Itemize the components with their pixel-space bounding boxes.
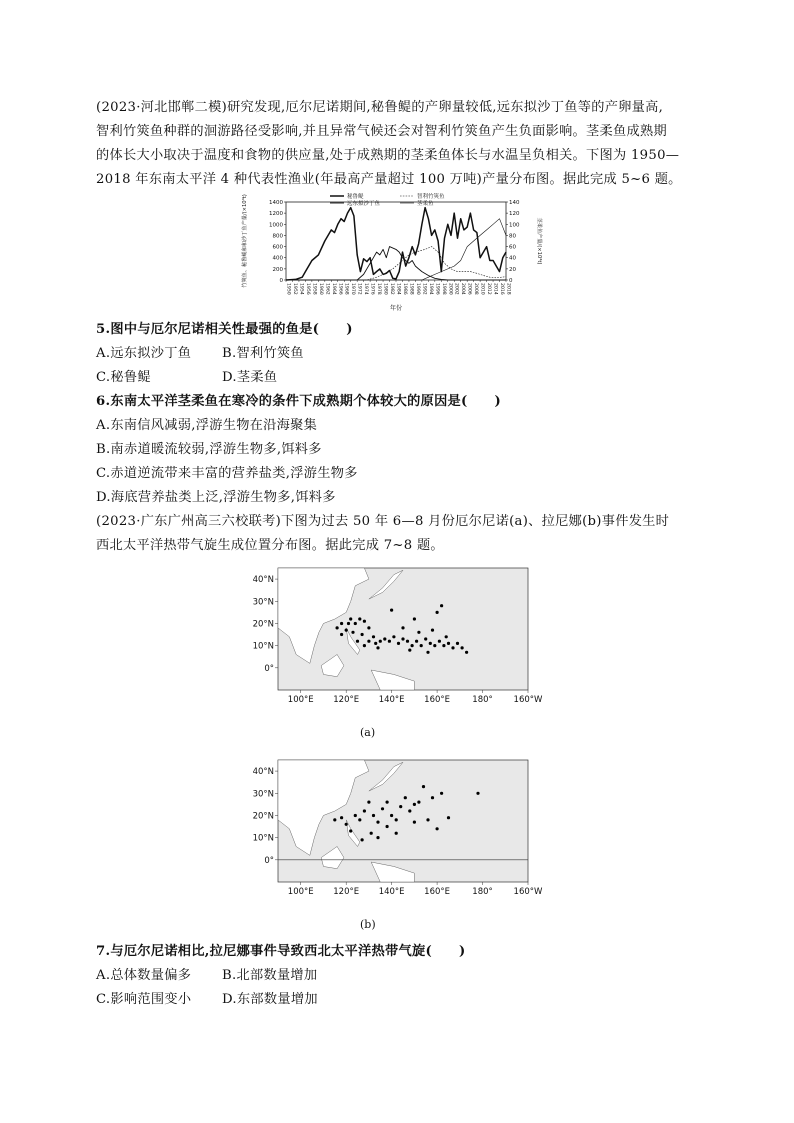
q6-option-a[interactable]: A.东南信风减弱,浮游生物在沿海聚集 <box>96 418 318 433</box>
x-tick-label: 1984 <box>395 283 401 295</box>
lon-label: 140°E <box>378 695 405 705</box>
cyclone-genesis-point <box>333 818 336 821</box>
legend-label-4: 茎柔鱼 <box>417 201 434 207</box>
cyclone-genesis-point <box>347 622 350 625</box>
cyclone-genesis-point <box>456 642 459 645</box>
cyclone-genesis-point <box>340 816 343 819</box>
q5-option-d[interactable]: D.茎柔鱼 <box>222 370 278 385</box>
right-tick-label: 80 <box>509 233 516 240</box>
x-tick-label: 1952 <box>291 283 297 295</box>
x-tick-label: 1970 <box>350 283 356 295</box>
cyclone-genesis-point <box>413 821 416 824</box>
cyclone-genesis-point <box>424 637 427 640</box>
right-tick-label: 40 <box>509 255 516 262</box>
lon-label: 160°E <box>424 695 451 705</box>
lon-label: 100°E <box>287 695 314 705</box>
lat-label: 10°N <box>252 641 274 652</box>
legend-label-1: 秘鲁鳀 <box>347 194 364 200</box>
cyclone-genesis-point <box>349 829 352 832</box>
question-7-stem: 7.与厄尔尼诺相比,拉尼娜事件导致西北太平洋热带气旋( ) <box>96 944 466 959</box>
cyclone-genesis-point <box>440 604 443 607</box>
x-tick-label: 1980 <box>382 283 388 295</box>
cyclone-genesis-point <box>386 825 389 828</box>
x-tick-label: 1990 <box>414 283 420 295</box>
lat-label: 40°N <box>252 575 274 586</box>
lat-label: 20°N <box>252 619 274 630</box>
cyclone-genesis-point <box>431 629 434 632</box>
lat-label: 40°N <box>252 767 274 778</box>
cyclone-genesis-point <box>367 801 370 804</box>
x-tick-label: 1960 <box>317 283 323 295</box>
left-tick-label: 600 <box>272 244 283 251</box>
x-tick-label: 2000 <box>447 283 453 295</box>
left-tick-label: 1200 <box>269 211 283 218</box>
x-tick-label: 2010 <box>479 283 485 295</box>
passage-1-line-3: 的体长大小取决于温度和食物的供应量,处于成熟期的茎柔鱼体长与水温呈负相关。下图为 1950— <box>96 148 680 163</box>
cyclone-genesis-point <box>447 642 450 645</box>
cyclone-genesis-point <box>372 814 375 817</box>
cyclone-genesis-point <box>461 646 464 649</box>
lon-label: 180° <box>472 887 493 897</box>
x-tick-label: 1992 <box>421 283 427 295</box>
left-tick-label: 1400 <box>269 200 283 206</box>
cyclone-genesis-point <box>429 642 432 645</box>
cyclone-genesis-point <box>476 792 479 795</box>
x-tick-label: 1996 <box>434 283 440 295</box>
cyclone-genesis-point <box>361 633 364 636</box>
x-tick-label: 1998 <box>440 283 446 295</box>
cyclone-genesis-point <box>395 818 398 821</box>
cyclone-genesis-point <box>363 809 366 812</box>
x-tick-label: 2004 <box>460 283 466 295</box>
map-a-caption: (a) <box>360 726 376 739</box>
lat-label: 10°N <box>252 833 274 844</box>
cyclone-genesis-point <box>451 646 454 649</box>
cyclone-genesis-point <box>404 796 407 799</box>
passage-1-line-4: 2018 年东南太平洋 4 种代表性渔业(年最高产量超过 100 万吨)产量分布图。据此完成 5~6 题。 <box>96 172 682 187</box>
cyclone-genesis-point <box>447 816 450 819</box>
cyclone-genesis-point <box>408 649 411 652</box>
cyclone-genesis-point <box>340 622 343 625</box>
x-tick-label: 1974 <box>363 283 369 295</box>
x-tick-label: 1994 <box>427 283 433 295</box>
cyclone-genesis-point <box>386 801 389 804</box>
q7-option-a[interactable]: A.总体数量偏多 <box>96 968 192 983</box>
x-tick-label: 1988 <box>408 283 414 295</box>
cyclone-genesis-point <box>381 807 384 810</box>
map-el-nino <box>240 562 550 712</box>
x-tick-label: 2008 <box>473 283 479 295</box>
cyclone-genesis-point <box>372 635 375 638</box>
cyclone-genesis-point <box>399 805 402 808</box>
cyclone-genesis-point <box>349 617 352 620</box>
x-tick-label: 1966 <box>337 283 343 295</box>
lon-label: 100°E <box>287 887 314 897</box>
x-tick-label: 1954 <box>298 283 304 295</box>
cyclone-genesis-point <box>363 644 366 647</box>
x-tick-label: 1950 <box>285 283 291 295</box>
lon-label: 160°W <box>513 887 543 897</box>
x-tick-label: 2016 <box>499 283 505 295</box>
cyclone-genesis-point <box>358 617 361 620</box>
lat-label: 0° <box>264 663 274 674</box>
cyclone-genesis-point <box>420 644 423 647</box>
cyclone-genesis-point <box>417 801 420 804</box>
x-tick-label: 1986 <box>401 283 407 295</box>
lat-label: 20°N <box>252 811 274 822</box>
lon-label: 120°E <box>333 695 360 705</box>
cyclone-genesis-point <box>445 635 448 638</box>
right-tick-label: 140 <box>509 200 520 206</box>
legend-label-2: 智利竹筴鱼 <box>417 194 445 200</box>
right-tick-label: 100 <box>509 222 520 229</box>
x-tick-label: 2012 <box>486 283 492 295</box>
q6-option-d[interactable]: D.海底营养盐类上泛,浮游生物多,饵料多 <box>96 490 336 505</box>
series-line-1 <box>286 208 506 280</box>
right-tick-label: 20 <box>509 266 516 273</box>
cyclone-genesis-point <box>354 622 357 625</box>
cyclone-genesis-point <box>388 640 391 643</box>
legend-label-3: 远东拟沙丁鱼 <box>347 201 381 207</box>
cyclone-genesis-point <box>358 818 361 821</box>
cyclone-genesis-point <box>408 809 411 812</box>
cyclone-genesis-point <box>401 626 404 629</box>
q6-option-c[interactable]: C.赤道逆流带来丰富的营养盐类,浮游生物多 <box>96 466 358 481</box>
left-tick-label: 1000 <box>269 222 283 229</box>
cyclone-genesis-point <box>395 832 398 835</box>
cyclone-genesis-point <box>422 785 425 788</box>
q7-option-d[interactable]: D.东部数量增加 <box>222 992 318 1007</box>
x-tick-label: 1964 <box>330 283 336 295</box>
cyclone-genesis-point <box>345 629 348 632</box>
passage-2-line-1: (2023·广东广州高三六校联考)下图为过去 50 年 6—8 月份厄尔尼诺(a)、拉尼娜(b)事件发生时 <box>96 514 670 529</box>
series-line-2 <box>286 247 506 280</box>
lon-label: 160°W <box>513 695 543 705</box>
left-tick-label: 0 <box>279 278 283 284</box>
cyclone-genesis-point <box>436 611 439 614</box>
x-tick-label: 2002 <box>453 283 459 295</box>
map-b-caption: (b) <box>360 918 376 931</box>
left-axis-title: 竹筴鱼、秘鲁鳀和和沙丁鱼产量/(×10⁴t) <box>242 194 248 288</box>
cyclone-genesis-point <box>417 631 420 634</box>
series-line-3 <box>286 247 506 280</box>
lat-label: 30°N <box>252 789 274 800</box>
cyclone-genesis-point <box>356 640 359 643</box>
x-tick-label: 2018 <box>505 283 511 295</box>
lon-label: 120°E <box>333 887 360 897</box>
q6-option-b[interactable]: B.南赤道暖流较弱,浮游生物多,饵料多 <box>96 442 322 457</box>
cyclone-genesis-point <box>367 626 370 629</box>
x-tick-label: 1972 <box>356 283 362 295</box>
x-tick-label: 1968 <box>343 283 349 295</box>
cyclone-genesis-point <box>383 637 386 640</box>
passage-1-line-1: (2023·河北邯郸二模)研究发现,厄尔尼诺期间,秘鲁鳀的产卵量较低,远东拟沙丁鱼等的产卵量高, <box>96 100 664 115</box>
lat-label: 30°N <box>252 597 274 608</box>
q5-option-b[interactable]: B.智利竹筴鱼 <box>222 346 304 361</box>
cyclone-genesis-point <box>345 823 348 826</box>
x-tick-label: 2006 <box>466 283 472 295</box>
cyclone-genesis-point <box>397 642 400 645</box>
cyclone-genesis-point <box>351 631 354 634</box>
cyclone-genesis-point <box>465 651 468 654</box>
left-tick-label: 200 <box>272 266 283 273</box>
cyclone-genesis-point <box>413 803 416 806</box>
x-tick-label: 1976 <box>369 283 375 295</box>
cyclone-genesis-point <box>374 642 377 645</box>
fishery-production-chart <box>238 190 548 315</box>
cyclone-genesis-point <box>370 832 373 835</box>
map-la-nina <box>240 754 550 904</box>
x-axis-title: 年份 <box>389 305 403 312</box>
cyclone-genesis-point <box>390 609 393 612</box>
cyclone-genesis-point <box>376 836 379 839</box>
cyclone-genesis-point <box>363 620 366 623</box>
cyclone-genesis-point <box>406 640 409 643</box>
lon-label: 180° <box>472 695 493 705</box>
x-tick-label: 1978 <box>376 283 382 295</box>
cyclone-genesis-point <box>440 792 443 795</box>
cyclone-genesis-point <box>415 640 418 643</box>
cyclone-genesis-point <box>379 640 382 643</box>
x-tick-label: 1956 <box>304 283 310 295</box>
cyclone-genesis-point <box>376 646 379 649</box>
x-tick-label: 1958 <box>311 283 317 295</box>
passage-1-line-2: 智利竹筴鱼种群的洄游路径受影响,并且异常气候还会对智利竹筴鱼产生负面影响。茎柔鱼成熟期 <box>96 124 667 139</box>
passage-2-line-2: 西北太平洋热带气旋生成位置分布图。据此完成 7~8 题。 <box>96 538 444 553</box>
cyclone-genesis-point <box>336 626 339 629</box>
right-axis-title: 茎柔鱼产量/(×10⁴t) <box>536 217 542 265</box>
cyclone-genesis-point <box>367 640 370 643</box>
cyclone-genesis-point <box>411 644 414 647</box>
cyclone-genesis-point <box>431 796 434 799</box>
lon-label: 160°E <box>424 887 451 897</box>
cyclone-genesis-point <box>438 640 441 643</box>
right-tick-label: 60 <box>509 244 516 251</box>
lon-label: 140°E <box>378 887 405 897</box>
cyclone-genesis-point <box>361 838 364 841</box>
cyclone-genesis-point <box>426 651 429 654</box>
x-tick-label: 1982 <box>389 283 395 295</box>
q7-option-b[interactable]: B.北部数量增加 <box>222 968 318 983</box>
cyclone-genesis-point <box>413 617 416 620</box>
right-tick-label: 120 <box>509 211 520 218</box>
x-tick-label: 2014 <box>492 283 498 295</box>
cyclone-genesis-point <box>433 644 436 647</box>
question-6-stem: 6.东南太平洋茎柔鱼在寒冷的条件下成熟期个体较大的原因是( ) <box>96 394 502 409</box>
x-tick-label: 1962 <box>324 283 330 295</box>
question-5-stem: 5.图中与厄尔尼诺相关性最强的鱼是( ) <box>96 322 353 337</box>
left-tick-label: 800 <box>272 233 283 240</box>
q5-option-a[interactable]: A.远东拟沙丁鱼 <box>96 346 192 361</box>
lat-label: 0° <box>264 855 274 866</box>
cyclone-genesis-point <box>376 821 379 824</box>
q5-option-c[interactable]: C.秘鲁鳀 <box>96 370 151 385</box>
cyclone-genesis-point <box>436 827 439 830</box>
cyclone-genesis-point <box>390 814 393 817</box>
cyclone-genesis-point <box>354 814 357 817</box>
cyclone-genesis-point <box>426 818 429 821</box>
cyclone-genesis-point <box>392 635 395 638</box>
cyclone-genesis-point <box>442 644 445 647</box>
right-tick-label: 0 <box>509 278 513 284</box>
q7-option-c[interactable]: C.影响范围变小 <box>96 992 192 1007</box>
cyclone-genesis-point <box>340 633 343 636</box>
left-tick-label: 400 <box>272 255 283 262</box>
cyclone-genesis-point <box>401 637 404 640</box>
chart-frame <box>286 202 506 280</box>
